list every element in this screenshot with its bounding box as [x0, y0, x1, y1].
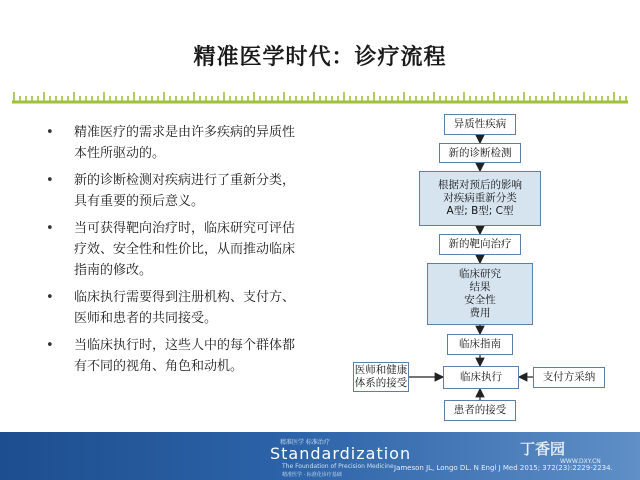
- node-disease-reclassification: 根据对预后的影响 对疾病重新分类 A型; B型; C型: [419, 171, 541, 226]
- watermark-url: WWW.DXY.CN: [560, 458, 601, 465]
- node-patient-acceptance: 患者的接受: [444, 400, 516, 421]
- node-physician-health-system-acceptance: 医师和健康 体系的接受: [353, 362, 409, 392]
- bullet-item: • 精准医疗的需求是由许多疾病的异质性本性所驱动的。: [46, 122, 296, 164]
- node-new-targeted-therapy: 新的靶向治疗: [439, 234, 521, 255]
- node-payer-adoption: 支付方采纳: [533, 367, 605, 388]
- slide-title: 精准医学时代：诊疗流程: [193, 45, 447, 70]
- node-new-diagnostic-test: 新的诊断检测: [439, 143, 521, 163]
- watermark-logo: 丁香园: [520, 440, 566, 458]
- footer-logo-tagline: 精准医学 标准治疗: [280, 439, 330, 446]
- footer-citation: Jameson JL, Longo DL. N Engl J Med 2015; 372(23):2229-2234.: [394, 464, 613, 472]
- node-clinical-guidelines: 临床指南: [447, 334, 513, 355]
- footer-logo-subtitle: The Foundation of Precision Medicine: [282, 463, 394, 470]
- node-heterogeneous-disease: 异质性疾病: [444, 114, 516, 135]
- bullet-item: • 当临床执行时，这些人中的每个群体都有不同的视角、角色和动机。: [46, 335, 296, 377]
- bullet-item: • 临床执行需要得到注册机构、支付方、医师和患者的共同接受。: [46, 287, 296, 329]
- node-clinical-implementation: 临床执行: [443, 366, 519, 389]
- footer-logo: Standardization: [270, 444, 412, 463]
- footer-logo-small-text: 精准医学 · 标准化诊疗基础: [282, 472, 342, 478]
- bullet-item: • 当可获得靶向治疗时，临床研究可评估疗效、安全性和性价比，从而推动临床指南的修改。: [46, 218, 296, 281]
- bullet-item: • 新的诊断检测对疾病进行了重新分类，具有重要的预后意义。: [46, 170, 296, 212]
- node-clinical-research: 临床研究 结果 安全性 费用: [427, 263, 533, 325]
